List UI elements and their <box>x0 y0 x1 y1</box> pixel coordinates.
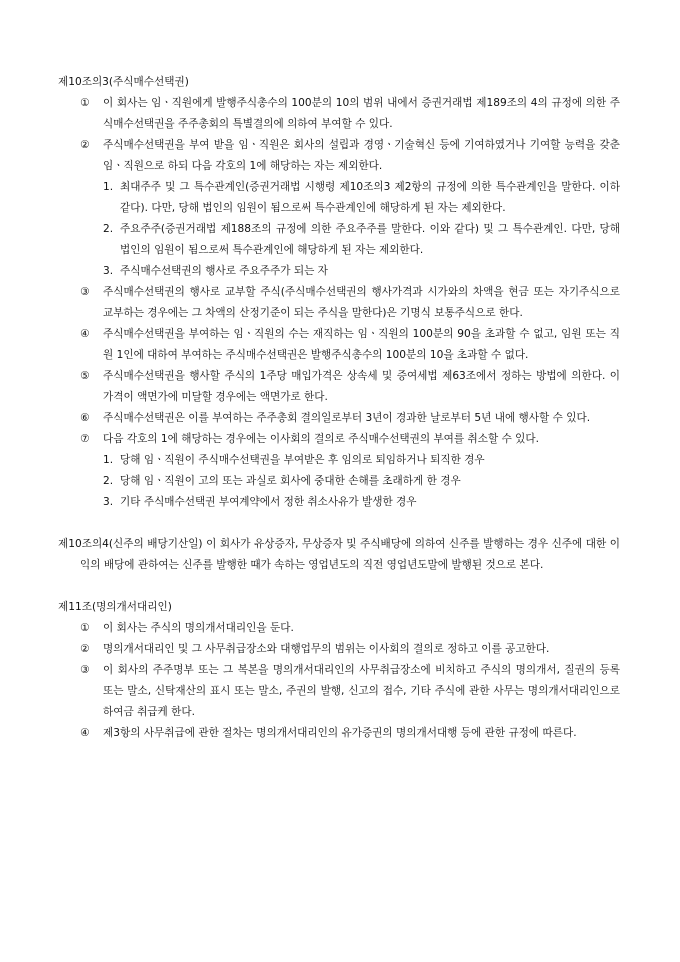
paragraph-6 <box>58 408 620 429</box>
paragraph-text: 주식매수선택권은 이를 부여하는 주주총회 결의일로부터 3년이 경과한 날로부터 5년 내에 행사할 수 있다. <box>103 412 591 424</box>
paragraph-3 <box>58 282 620 324</box>
paragraph-4 <box>58 324 620 366</box>
paragraph-2 <box>58 639 620 660</box>
article-heading: 제10조의3(주식매수선택권) <box>58 76 189 88</box>
item-text: 기타 주식매수선택권 부여계약에서 정한 취소사유가 발생한 경우 <box>120 496 417 508</box>
article-11 <box>58 597 620 744</box>
paragraph-5 <box>58 366 620 408</box>
item-number: 1. <box>103 454 114 466</box>
article-10-4 <box>58 534 620 576</box>
paragraph-marker: ④ <box>80 727 90 739</box>
article-heading: 제11조(명의개서대리인) <box>58 601 172 613</box>
spacer <box>58 513 620 534</box>
item-text: 당해 임ㆍ직원이 고의 또는 과실로 회사에 중대한 손해를 초래하게 한 경우 <box>120 475 461 487</box>
list-item <box>58 492 620 513</box>
paragraph-marker: ③ <box>80 286 90 298</box>
paragraph-marker: ⑤ <box>80 370 90 382</box>
paragraph-1 <box>58 93 620 135</box>
item-text: 당해 임ㆍ직원이 주식매수선택권을 부여받은 후 임의로 퇴임하거나 퇴직한 경우 <box>120 454 485 466</box>
paragraph-marker: ⑦ <box>80 433 90 445</box>
paragraph-marker: ⑥ <box>80 412 90 424</box>
item-text: 주식매수선택권의 행사로 주요주주가 되는 자 <box>120 265 328 277</box>
list-item <box>58 471 620 492</box>
list-item <box>58 219 620 261</box>
list-item <box>58 450 620 471</box>
list-item <box>58 177 620 219</box>
item-number: 2. <box>103 223 114 235</box>
paragraph-text: 주식매수선택권의 행사로 교부할 주식(주식매수선택권의 행사가격과 시가와의 차액을 현금 또는 자기주식으로 교부하는 경우에는 그 차액의 산정기준이 되는 주식을 말한다)은 기명식 보통주식으로 한다. <box>103 286 620 319</box>
paragraph-marker: ① <box>80 97 90 109</box>
paragraph-text: 주식매수선택권을 부여하는 임ㆍ직원의 수는 재직하는 임ㆍ직원의 100분의 90을 초과할 수 없고, 임원 또는 직원 1인에 대하여 부여하는 주식매수선택권은 발행주식총수의 100분의 10을 초과할 수 없다. <box>103 328 620 361</box>
paragraph-7 <box>58 429 620 450</box>
paragraph-marker: ② <box>80 139 90 151</box>
paragraph-4 <box>58 723 620 744</box>
item-text: 최대주주 및 그 특수관계인(증권거래법 시행령 제10조의3 제2항의 규정에 의한 특수관계인을 말한다. 이하 같다). 다만, 당해 법인의 임원이 됨으로써 특수관계인에 해당하게 된 자는 제외한다. <box>120 181 620 214</box>
list-item <box>58 261 620 282</box>
item-number: 2. <box>103 475 114 487</box>
spacer <box>58 576 620 597</box>
paragraph-marker: ① <box>80 622 90 634</box>
article-10-3 <box>58 72 620 513</box>
item-number: 3. <box>103 496 114 508</box>
paragraph-text: 다음 각호의 1에 해당하는 경우에는 이사회의 결의로 주식매수선택권의 부여를 취소할 수 있다. <box>103 433 540 445</box>
article-text: 제10조의4(신주의 배당기산일) 이 회사가 유상증자, 무상증자 및 주식배당에 의하여 신주를 발행하는 경우 신주에 대한 이익의 배당에 관하여는 신주를 발행한 때가 속하는 영업년도의 직전 영업년도말에 발행된 것으로 본다. <box>58 538 620 571</box>
paragraph-1 <box>58 618 620 639</box>
paragraph-text: 이 회사의 주주명부 또는 그 복본을 명의개서대리인의 사무취급장소에 비치하고 주식의 명의개서, 질권의 등록 또는 말소, 신탁재산의 표시 또는 말소, 주권의 발행, 신고의 접수, 기타 주식에 관한 사무는 명의개서대리인으로 하여금 취급케 한다. <box>103 664 620 718</box>
paragraph-marker: ② <box>80 643 90 655</box>
paragraph-text: 명의개서대리인 및 그 사무취급장소와 대행업무의 범위는 이사회의 결의로 정하고 이를 공고한다. <box>103 643 550 655</box>
paragraph-text: 이 회사는 주식의 명의개서대리인을 둔다. <box>103 622 294 634</box>
paragraph-text: 제3항의 사무취급에 관한 절차는 명의개서대리인의 유가증권의 명의개서대행 등에 관한 규정에 따른다. <box>103 727 577 739</box>
item-text: 주요주주(증권거래법 제188조의 규정에 의한 주요주주를 말한다. 이와 같다) 및 그 특수관계인. 다만, 당해 법인의 임원이 됨으로써 특수관계인에 해당하게 된 자는 제외한다. <box>120 223 620 256</box>
paragraph-marker: ④ <box>80 328 90 340</box>
paragraph-text: 이 회사는 임ㆍ직원에게 발행주식총수의 100분의 10의 범위 내에서 증권거래법 제189조의 4의 규정에 의한 주식매수선택권을 주주총회의 특별결의에 의하여 부여할 수 있다. <box>103 97 620 130</box>
paragraph-text: 주식매수선택권을 부여 받을 임ㆍ직원은 회사의 설립과 경영ㆍ기술혁신 등에 기여하였거나 기여할 능력을 갖춘 임ㆍ직원으로 하되 다음 각호의 1에 해당하는 자는 제외한다. <box>103 139 620 172</box>
item-number: 3. <box>103 265 114 277</box>
paragraph-3 <box>58 660 620 723</box>
paragraph-2 <box>58 135 620 177</box>
paragraph-marker: ③ <box>80 664 90 676</box>
item-number: 1. <box>103 181 114 193</box>
paragraph-text: 주식매수선택권을 행사할 주식의 1주당 매입가격은 상속세 및 증여세법 제63조에서 정하는 방법에 의한다. 이 가격이 액면가에 미달할 경우에는 액면가로 한다. <box>103 370 620 403</box>
